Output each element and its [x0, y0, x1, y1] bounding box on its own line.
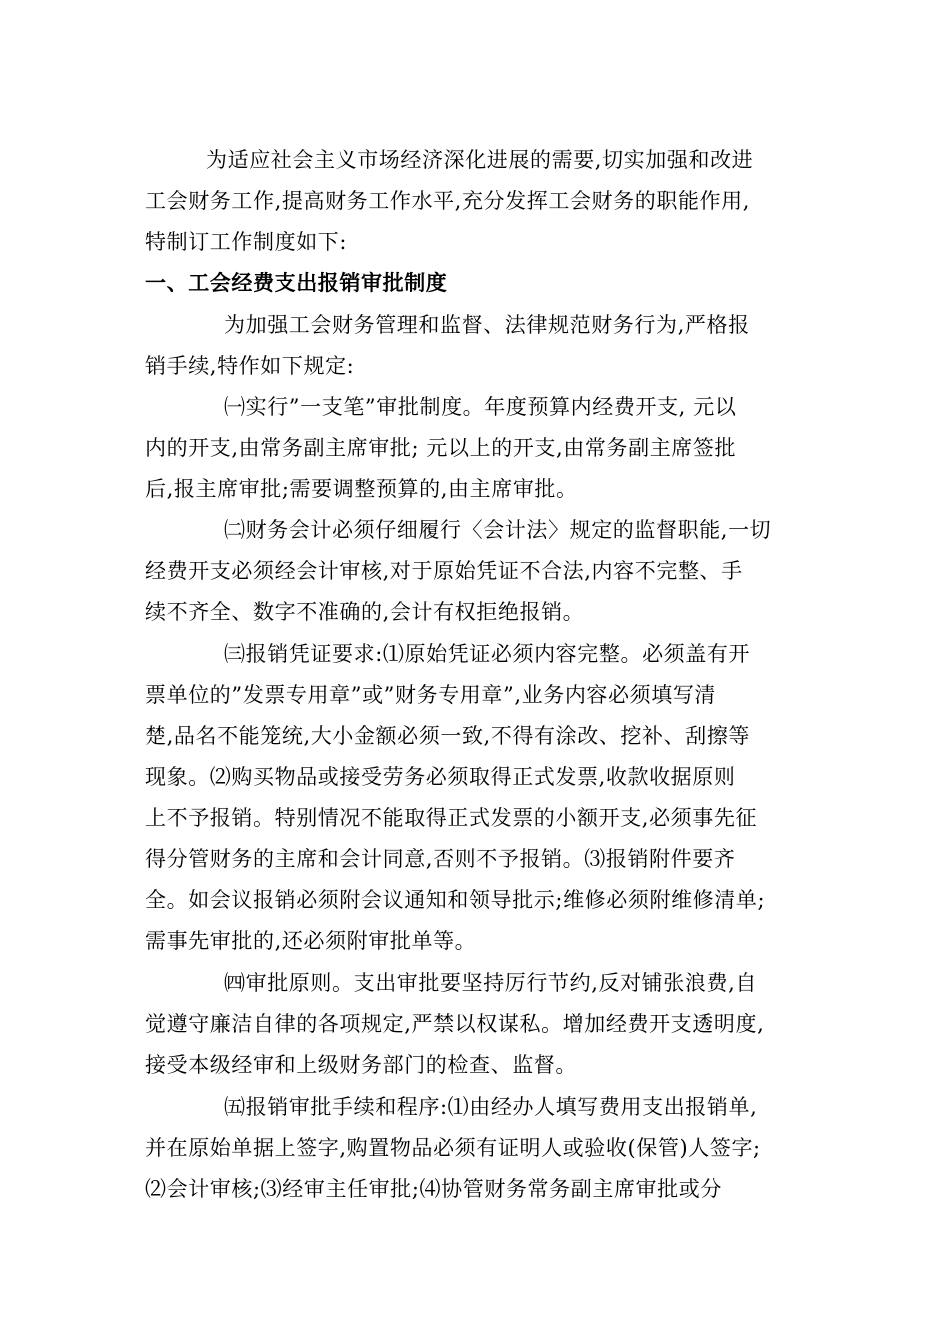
- item-5-line: ⑵会计审核;⑶经审主任审批;⑷协管财务常务副主席审批或分: [145, 1177, 722, 1201]
- item-3-line: 得分管财务的主席和会计同意,否则不予报销。⑶报销附件要齐: [145, 847, 736, 871]
- item-3-line: 需事先审批的,还必须附审批单等。: [145, 929, 477, 953]
- item-4-line: 接受本级经审和上级财务部门的检查、监督。: [145, 1053, 577, 1077]
- item-4-line: 觉遵守廉洁自律的各项规定,严禁以权谋私。增加经费开支透明度,: [145, 1012, 765, 1036]
- item-5-line: 并在原始单据上签字,购置物品必须有证明人或验收(保管)人签字;: [145, 1136, 761, 1160]
- item-4-line: ㈣审批原则。支出审批要坚持厉行节约,反对铺张浪费,自: [224, 971, 757, 995]
- lead-line: 为加强工会财务管理和监督、法律规范财务行为,严格报: [224, 313, 750, 337]
- item-3-line: 票单位的”发票专用章”或”财务专用章”,业务内容必须填写清: [145, 683, 717, 707]
- intro-line: 特制订工作制度如下:: [145, 230, 348, 254]
- item-3-line: 全。如会议报销必须附会议通知和领导批示;维修必须附维修清单;: [145, 888, 766, 912]
- item-2-line: 续不齐全、数字不准确的,会计有权拒绝报销。: [145, 600, 585, 624]
- item-1-line: 后,报主席审批;需要调整预算的,由主席审批。: [145, 477, 578, 501]
- item-3-line: 现象。⑵购买物品或接受劳务必须取得正式发票,收款收据原则: [145, 765, 736, 789]
- intro-line: 工会财务工作,提高财务工作水平,充分发挥工会财务的职能作用,: [145, 189, 751, 213]
- section-heading: 一、工会经费支出报销审批制度: [145, 271, 448, 295]
- item-2-line: 经费开支必须经会计审核,对于原始凭证不合法,内容不完整、手: [145, 559, 743, 583]
- intro-line: 为适应社会主义市场经济深化进展的需要,切实加强和改进: [206, 148, 754, 172]
- item-2-line: ㈡财务会计必须仔细履行〈会计法〉规定的监督职能,一切: [224, 518, 772, 542]
- lead-line: 销手续,特作如下规定:: [145, 354, 355, 378]
- item-3-line: 上不予报销。特别情况不能取得正式发票的小额开支,必须事先征: [145, 806, 758, 830]
- item-3-line: 楚,品名不能笼统,大小金额必须一致,不得有涂改、挖补、刮擦等: [145, 724, 751, 748]
- item-1-line: ㈠实行”一支笔”审批制度。年度预算内经费开支, 元以: [224, 395, 737, 419]
- item-3-line: ㈢报销凭证要求:⑴原始凭证必须内容完整。必须盖有开: [224, 642, 751, 666]
- item-5-line: ㈤报销审批手续和程序:⑴由经办人填写费用支出报销单,: [224, 1095, 758, 1119]
- item-1-line: 内的开支,由常务副主席审批; 元以上的开支,由常务副主席签批: [145, 436, 737, 460]
